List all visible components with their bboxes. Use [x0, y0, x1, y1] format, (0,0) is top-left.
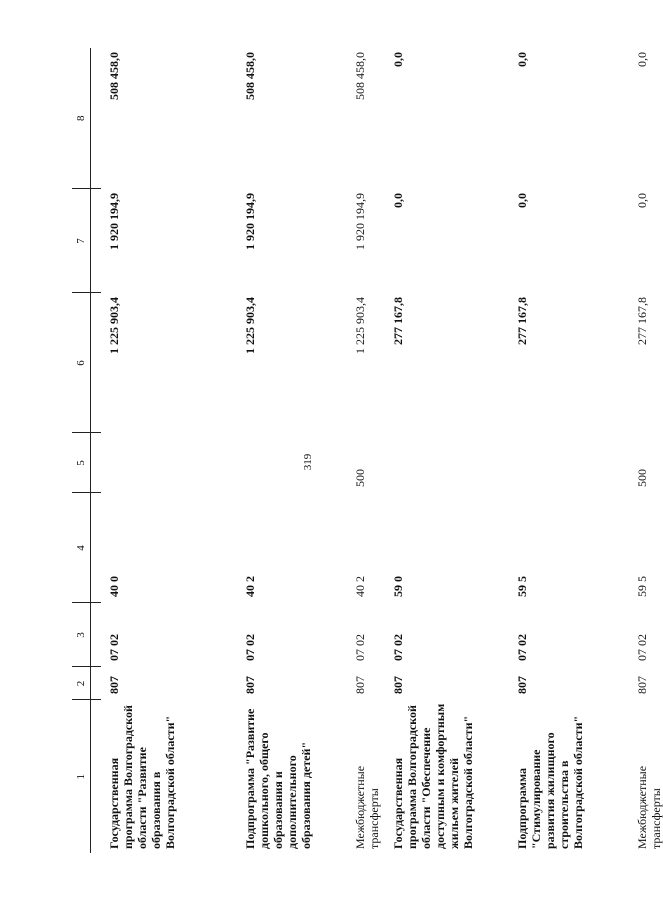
cell-ministry: 807 [353, 676, 367, 694]
cell-amount-8: 508 458,0 [107, 52, 121, 100]
cell-expense-type [385, 433, 509, 493]
cell-section: 07 02 [243, 634, 257, 661]
table-row [237, 48, 347, 853]
row-name: Подпрограмма "Развитие дошкольного, общего образования и дополнительного образования детей" [243, 708, 313, 849]
col-header-2: 2 [72, 667, 91, 700]
col-header-5: 5 [72, 433, 91, 493]
cell-ministry: 807 [635, 676, 649, 694]
cell-amount-7: 1 920 194,9 [243, 193, 257, 250]
cell-section: 07 02 [515, 634, 529, 661]
cell-target: 40 2 [353, 576, 367, 597]
row-name: Межбюджетные трансферты [353, 765, 381, 849]
cell-target: 59 0 [391, 576, 405, 597]
row-name: Государственная программа Волгоградской области "Развитие образования в Волгоградской области" [107, 705, 177, 849]
rotated-page [72, 48, 663, 853]
row-name: Межбюджетные трансферты [635, 765, 663, 849]
page-number: 319 [302, 453, 314, 471]
col-header-3: 3 [72, 603, 91, 667]
cell-target: 59 5 [515, 576, 529, 597]
cell-target: 40 0 [107, 576, 121, 597]
cell-expense-type [509, 433, 629, 493]
cell-amount-8: 508 458,0 [243, 52, 257, 100]
cell-ministry: 807 [243, 676, 257, 694]
cell-ministry: 807 [391, 676, 405, 694]
cell-amount-6: 1 225 903,4 [243, 297, 257, 354]
col-header-7: 7 [72, 189, 91, 293]
cell-target: 59 5 [635, 576, 649, 597]
col-header-6: 6 [72, 293, 91, 433]
cell-ministry: 807 [107, 676, 121, 694]
cell-section: 07 02 [391, 634, 405, 661]
cell-amount-7: 1 920 194,9 [107, 193, 121, 250]
header-row [72, 48, 91, 853]
cell-amount-7: 0,0 [515, 193, 529, 208]
cell-amount-7: 0,0 [635, 193, 649, 208]
cell-amount-6: 1 225 903,4 [353, 297, 367, 354]
cell-ministry: 807 [515, 676, 529, 694]
col-header-1: 1 [72, 700, 91, 853]
row-name: Подпрограмма "Стимулирование развития жилищного строительства в Волгоградской области" [515, 715, 585, 849]
col-header-4: 4 [72, 493, 91, 603]
cell-amount-6: 277 167,8 [635, 297, 649, 345]
cell-amount-8: 0,0 [515, 52, 529, 67]
cell-amount-8: 0,0 [391, 52, 405, 67]
budget-table [72, 48, 663, 853]
row-name: Государственная программа Волгоградской области "Обеспечение доступным и комфортным жильем жителей Волгоградской области" [391, 703, 475, 849]
cell-amount-6: 277 167,8 [515, 297, 529, 345]
cell-amount-6: 1 225 903,4 [107, 297, 121, 354]
cell-section: 07 02 [107, 634, 121, 661]
cell-expense-type [101, 433, 237, 493]
cell-amount-8: 508 458,0 [353, 52, 367, 100]
header-tick-row [91, 48, 102, 853]
table-row [347, 48, 385, 853]
table-row [509, 48, 629, 853]
cell-target: 40 2 [243, 576, 257, 597]
table-row [385, 48, 509, 853]
col-header-8: 8 [72, 48, 91, 189]
table-row [629, 48, 663, 853]
cell-expense-type [237, 433, 347, 493]
cell-amount-8: 0,0 [635, 52, 649, 67]
cell-section: 07 02 [635, 634, 649, 661]
cell-amount-6: 277 167,8 [391, 297, 405, 345]
cell-expense-type: 500 [635, 469, 649, 487]
cell-amount-7: 1 920 194,9 [353, 193, 367, 250]
table-row [101, 48, 237, 853]
cell-amount-7: 0,0 [391, 193, 405, 208]
cell-section: 07 02 [353, 634, 367, 661]
cell-expense-type: 500 [353, 469, 367, 487]
